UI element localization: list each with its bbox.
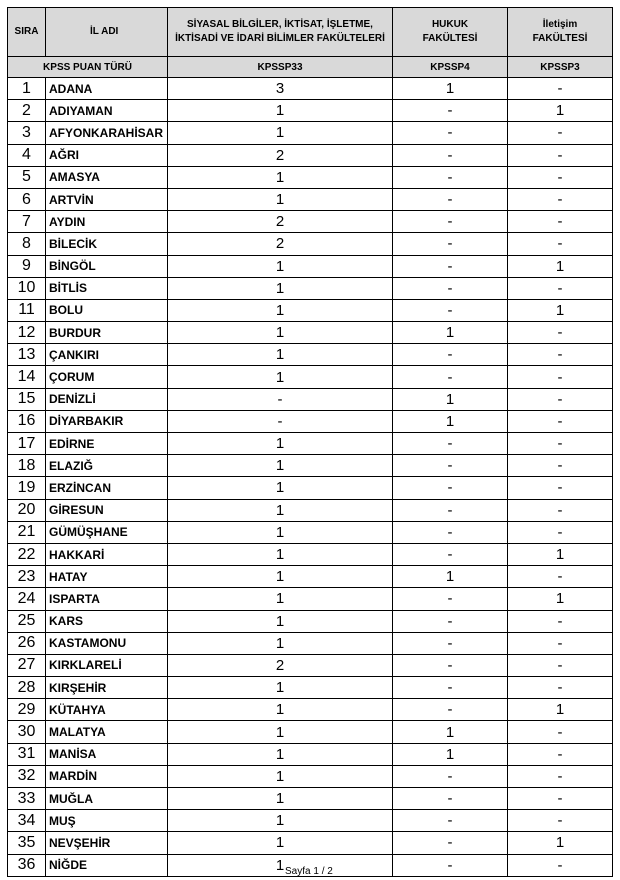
row-il: NİĞDE [46, 854, 168, 876]
row-siyasal: 1 [168, 588, 393, 610]
row-hukuk: - [393, 433, 508, 455]
row-iletisim: - [508, 566, 613, 588]
row-hukuk: - [393, 699, 508, 721]
row-siyasal: 2 [168, 654, 393, 676]
table-row [8, 543, 613, 565]
row-hukuk: - [393, 543, 508, 565]
row-sira: 17 [8, 433, 46, 455]
row-siyasal: 1 [168, 366, 393, 388]
row-iletisim: - [508, 188, 613, 210]
row-iletisim: - [508, 610, 613, 632]
row-sira: 18 [8, 455, 46, 477]
table-row [8, 455, 613, 477]
row-sira: 20 [8, 499, 46, 521]
row-il: BURDUR [46, 322, 168, 344]
table-row [8, 188, 613, 210]
row-siyasal: 1 [168, 455, 393, 477]
row-iletisim: 1 [508, 299, 613, 321]
row-sira: 26 [8, 632, 46, 654]
row-iletisim: - [508, 632, 613, 654]
row-il: ADANA [46, 78, 168, 100]
header-sira: SIRA [8, 8, 46, 57]
row-il: HAKKARİ [46, 543, 168, 565]
row-il: KIRŞEHİR [46, 677, 168, 699]
table-row [8, 521, 613, 543]
row-iletisim: - [508, 122, 613, 144]
row-iletisim: 1 [508, 832, 613, 854]
row-iletisim: - [508, 166, 613, 188]
row-iletisim: - [508, 477, 613, 499]
row-siyasal: 1 [168, 854, 393, 876]
row-iletisim: - [508, 344, 613, 366]
row-siyasal: 1 [168, 543, 393, 565]
row-hukuk: - [393, 144, 508, 166]
row-il: DENİZLİ [46, 388, 168, 410]
row-sira: 5 [8, 166, 46, 188]
row-iletisim: - [508, 410, 613, 432]
row-siyasal: 1 [168, 166, 393, 188]
row-siyasal: 1 [168, 433, 393, 455]
row-il: MUŞ [46, 810, 168, 832]
header-siyasal-line2: İKTİSADİ VE İDARİ BİLİMLER FAKÜLTELERİ [175, 33, 385, 44]
row-siyasal: 1 [168, 810, 393, 832]
table-row [8, 122, 613, 144]
row-sira: 36 [8, 854, 46, 876]
row-iletisim: - [508, 743, 613, 765]
table-row [8, 654, 613, 676]
row-sira: 14 [8, 366, 46, 388]
row-il: NEVŞEHİR [46, 832, 168, 854]
row-iletisim: 1 [508, 255, 613, 277]
row-iletisim: - [508, 654, 613, 676]
row-il: ELAZIĞ [46, 455, 168, 477]
table-row [8, 699, 613, 721]
row-sira: 35 [8, 832, 46, 854]
table-row [8, 610, 613, 632]
row-hukuk: - [393, 211, 508, 233]
row-siyasal: 1 [168, 322, 393, 344]
row-hukuk: - [393, 610, 508, 632]
row-il: BİTLİS [46, 277, 168, 299]
row-iletisim: - [508, 521, 613, 543]
row-il: AĞRI [46, 144, 168, 166]
table-row [8, 78, 613, 100]
table-row [8, 299, 613, 321]
row-siyasal: 1 [168, 765, 393, 787]
row-sira: 19 [8, 477, 46, 499]
row-hukuk: - [393, 499, 508, 521]
row-il: KARS [46, 610, 168, 632]
row-iletisim: - [508, 366, 613, 388]
row-sira: 13 [8, 344, 46, 366]
header-hukuk [393, 8, 508, 57]
row-il: KÜTAHYA [46, 699, 168, 721]
table-row [8, 366, 613, 388]
row-sira: 22 [8, 543, 46, 565]
row-hukuk: - [393, 521, 508, 543]
row-sira: 4 [8, 144, 46, 166]
row-hukuk: - [393, 233, 508, 255]
row-siyasal: 1 [168, 344, 393, 366]
row-sira: 6 [8, 188, 46, 210]
row-sira: 16 [8, 410, 46, 432]
row-siyasal: 3 [168, 78, 393, 100]
row-il: AMASYA [46, 166, 168, 188]
row-hukuk: - [393, 100, 508, 122]
row-sira: 15 [8, 388, 46, 410]
row-siyasal: 1 [168, 566, 393, 588]
row-sira: 24 [8, 588, 46, 610]
row-hukuk: - [393, 255, 508, 277]
row-iletisim: - [508, 677, 613, 699]
row-siyasal: 1 [168, 277, 393, 299]
row-sira: 8 [8, 233, 46, 255]
kpss-siyasal: KPSSP33 [168, 57, 393, 78]
row-hukuk: - [393, 477, 508, 499]
row-sira: 23 [8, 566, 46, 588]
row-sira: 12 [8, 322, 46, 344]
row-hukuk: - [393, 832, 508, 854]
row-siyasal: 1 [168, 100, 393, 122]
row-il: BOLU [46, 299, 168, 321]
row-siyasal: 2 [168, 211, 393, 233]
row-hukuk: 1 [393, 388, 508, 410]
row-hukuk: - [393, 166, 508, 188]
row-hukuk: - [393, 277, 508, 299]
row-hukuk: - [393, 366, 508, 388]
header-row [8, 8, 613, 57]
table-body [8, 78, 613, 877]
table-row [8, 588, 613, 610]
row-iletisim: - [508, 765, 613, 787]
row-siyasal: 1 [168, 832, 393, 854]
row-siyasal: 1 [168, 699, 393, 721]
row-hukuk: - [393, 854, 508, 876]
row-hukuk: 1 [393, 78, 508, 100]
row-il: GİRESUN [46, 499, 168, 521]
row-il: ÇORUM [46, 366, 168, 388]
row-iletisim: - [508, 277, 613, 299]
row-siyasal: 1 [168, 788, 393, 810]
row-il: ADIYAMAN [46, 100, 168, 122]
row-il: AYDIN [46, 211, 168, 233]
row-iletisim: - [508, 455, 613, 477]
row-il: HATAY [46, 566, 168, 588]
table-row [8, 410, 613, 432]
row-sira: 11 [8, 299, 46, 321]
row-iletisim: - [508, 433, 613, 455]
row-il: MUĞLA [46, 788, 168, 810]
row-siyasal: 1 [168, 743, 393, 765]
row-il: BİLECİK [46, 233, 168, 255]
header-siyasal-line1: SİYASAL BİLGİLER, İKTİSAT, İŞLETME, [187, 19, 373, 30]
row-siyasal: 1 [168, 721, 393, 743]
row-hukuk: - [393, 654, 508, 676]
row-hukuk: - [393, 299, 508, 321]
table-row [8, 788, 613, 810]
table-row [8, 211, 613, 233]
row-iletisim: 1 [508, 100, 613, 122]
header-il-adi: İL ADI [46, 8, 168, 57]
kpss-puan-turu-label: KPSS PUAN TÜRÜ [8, 57, 168, 78]
table-row [8, 499, 613, 521]
row-hukuk: 1 [393, 743, 508, 765]
row-hukuk: 1 [393, 566, 508, 588]
row-siyasal: 1 [168, 610, 393, 632]
table-row [8, 233, 613, 255]
row-hukuk: - [393, 122, 508, 144]
row-il: EDİRNE [46, 433, 168, 455]
row-hukuk: - [393, 632, 508, 654]
row-il: MARDİN [46, 765, 168, 787]
table-row [8, 810, 613, 832]
row-sira: 9 [8, 255, 46, 277]
row-sira: 1 [8, 78, 46, 100]
row-il: AFYONKARAHİSAR [46, 122, 168, 144]
row-il: KIRKLARELİ [46, 654, 168, 676]
row-hukuk: - [393, 344, 508, 366]
row-il: ÇANKIRI [46, 344, 168, 366]
row-siyasal: 1 [168, 122, 393, 144]
row-iletisim: - [508, 211, 613, 233]
row-iletisim: - [508, 144, 613, 166]
row-sira: 30 [8, 721, 46, 743]
row-iletisim: - [508, 388, 613, 410]
row-hukuk: - [393, 677, 508, 699]
table-row [8, 388, 613, 410]
row-siyasal: 1 [168, 299, 393, 321]
row-hukuk: 1 [393, 322, 508, 344]
row-hukuk: - [393, 810, 508, 832]
table-row [8, 277, 613, 299]
table-row [8, 765, 613, 787]
row-siyasal: 1 [168, 188, 393, 210]
kpss-iletisim: KPSSP3 [508, 57, 613, 78]
table-row [8, 144, 613, 166]
row-sira: 31 [8, 743, 46, 765]
row-siyasal: 2 [168, 144, 393, 166]
row-siyasal: - [168, 388, 393, 410]
row-iletisim: - [508, 322, 613, 344]
row-il: GÜMÜŞHANE [46, 521, 168, 543]
row-iletisim: - [508, 721, 613, 743]
row-il: ERZİNCAN [46, 477, 168, 499]
table-row [8, 832, 613, 854]
row-hukuk: - [393, 455, 508, 477]
row-hukuk: - [393, 788, 508, 810]
page-footer: Sayfa 1 / 2 [285, 866, 333, 877]
table-row [8, 632, 613, 654]
table-row [8, 255, 613, 277]
row-hukuk: - [393, 188, 508, 210]
header-iletisim-line2: FAKÜLTESİ [532, 33, 588, 44]
table-row [8, 677, 613, 699]
row-sira: 29 [8, 699, 46, 721]
header-siyasal [168, 8, 393, 57]
table-row [8, 100, 613, 122]
table-row [8, 566, 613, 588]
row-sira: 33 [8, 788, 46, 810]
row-siyasal: 1 [168, 499, 393, 521]
row-iletisim: - [508, 854, 613, 876]
row-il: MALATYA [46, 721, 168, 743]
row-sira: 27 [8, 654, 46, 676]
table-row [8, 166, 613, 188]
table-row [8, 433, 613, 455]
row-sira: 34 [8, 810, 46, 832]
row-iletisim: - [508, 810, 613, 832]
row-iletisim: 1 [508, 543, 613, 565]
header-iletisim [508, 8, 613, 57]
row-il: KASTAMONU [46, 632, 168, 654]
row-hukuk: 1 [393, 410, 508, 432]
row-il: BİNGÖL [46, 255, 168, 277]
row-sira: 10 [8, 277, 46, 299]
row-il: ISPARTA [46, 588, 168, 610]
row-sira: 21 [8, 521, 46, 543]
row-sira: 32 [8, 765, 46, 787]
row-siyasal: 1 [168, 521, 393, 543]
row-sira: 2 [8, 100, 46, 122]
subheader-row [8, 57, 613, 78]
table-row [8, 743, 613, 765]
row-siyasal: - [168, 410, 393, 432]
row-hukuk: - [393, 588, 508, 610]
row-siyasal: 1 [168, 477, 393, 499]
row-iletisim: 1 [508, 588, 613, 610]
row-sira: 25 [8, 610, 46, 632]
kpss-hukuk: KPSSP4 [393, 57, 508, 78]
row-hukuk: - [393, 765, 508, 787]
header-iletisim-line1: İletişim [542, 19, 578, 30]
row-il: DİYARBAKIR [46, 410, 168, 432]
row-il: MANİSA [46, 743, 168, 765]
row-sira: 3 [8, 122, 46, 144]
row-iletisim: - [508, 499, 613, 521]
quota-table [7, 7, 613, 877]
table-row [8, 477, 613, 499]
table-row [8, 344, 613, 366]
row-il: ARTVİN [46, 188, 168, 210]
table-row [8, 322, 613, 344]
table-row [8, 721, 613, 743]
row-sira: 28 [8, 677, 46, 699]
row-iletisim: - [508, 233, 613, 255]
row-iletisim: - [508, 78, 613, 100]
row-iletisim: - [508, 788, 613, 810]
row-siyasal: 1 [168, 632, 393, 654]
row-siyasal: 1 [168, 677, 393, 699]
row-siyasal: 1 [168, 255, 393, 277]
row-siyasal: 2 [168, 233, 393, 255]
header-hukuk-line1: HUKUK [431, 19, 469, 30]
row-iletisim: 1 [508, 699, 613, 721]
header-hukuk-line2: FAKÜLTESİ [422, 33, 478, 44]
row-hukuk: 1 [393, 721, 508, 743]
row-sira: 7 [8, 211, 46, 233]
